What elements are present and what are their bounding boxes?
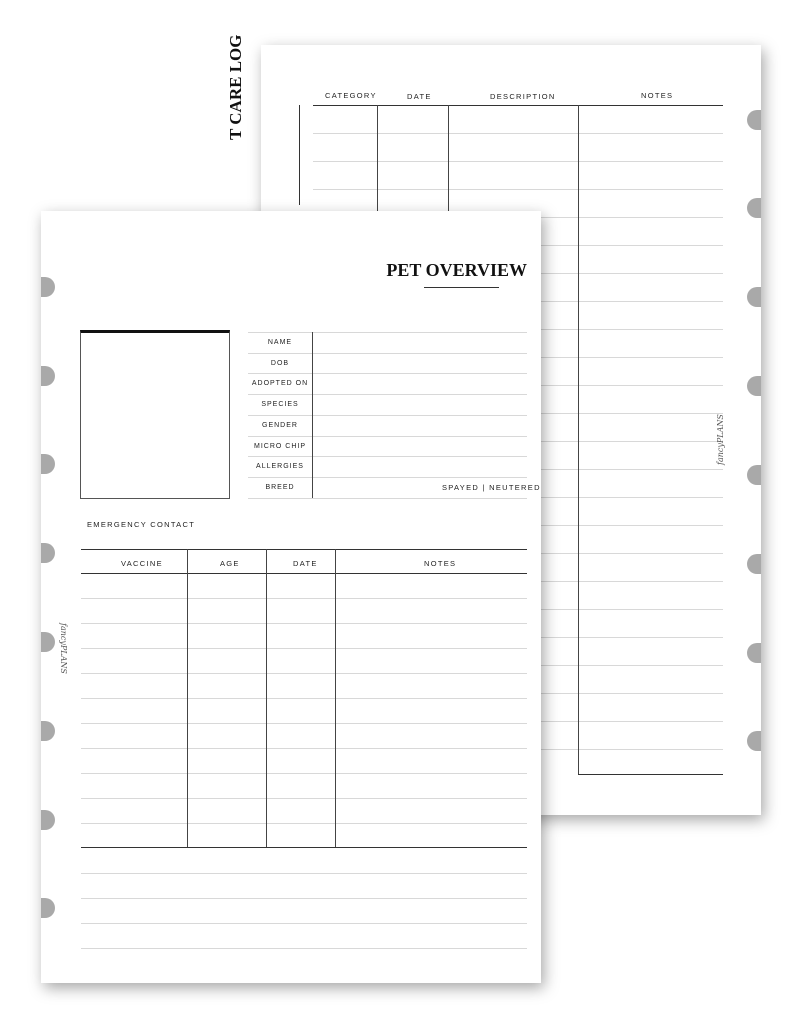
field-line <box>248 498 527 499</box>
pet-overview-page <box>41 211 541 983</box>
log-header-rule <box>313 105 723 106</box>
col-divider <box>578 105 579 775</box>
log-row-line <box>313 133 723 134</box>
disc-notch <box>747 110 761 130</box>
log-row-line <box>313 161 723 162</box>
note-line[interactable] <box>81 898 527 899</box>
field-row-allergies[interactable] <box>248 456 527 477</box>
note-line[interactable] <box>81 873 527 874</box>
vaccine-row-line <box>81 748 527 749</box>
disc-notch <box>41 632 55 652</box>
vaccine-row-line <box>81 673 527 674</box>
col-header-notes: NOTES <box>424 559 457 568</box>
field-row-species[interactable] <box>248 394 527 415</box>
photo-box[interactable] <box>80 330 230 499</box>
vaccine-header-rule <box>81 573 527 574</box>
vaccine-row-line <box>81 798 527 799</box>
field-divider <box>312 332 313 498</box>
vaccine-bottom-rule <box>81 847 527 848</box>
field-label: NAME <box>267 339 293 346</box>
disc-notch <box>41 543 55 563</box>
disc-notch <box>41 898 55 918</box>
col-header-description: DESCRIPTION <box>490 92 556 101</box>
vaccine-row-line <box>81 773 527 774</box>
disc-notch <box>747 287 761 307</box>
title-underline <box>424 287 499 288</box>
field-row-dob[interactable] <box>248 353 527 374</box>
vaccine-row-line <box>81 598 527 599</box>
disc-notch <box>41 277 55 297</box>
disc-notch <box>747 198 761 218</box>
vaccine-row-line <box>81 698 527 699</box>
disc-notch <box>41 366 55 386</box>
title-underline <box>299 105 300 205</box>
col-divider <box>266 549 267 847</box>
brand-logo: fancyPLANS <box>59 623 68 674</box>
field-label: SPECIES <box>261 401 299 409</box>
vaccine-top-rule <box>81 549 527 550</box>
col-header-age: AGE <box>220 559 240 568</box>
vaccine-row-line <box>81 648 527 649</box>
field-label: BREED <box>265 483 295 491</box>
field-label: GENDER <box>262 421 298 429</box>
care-log-title: T CARE LOG <box>226 34 245 140</box>
note-line[interactable] <box>81 923 527 924</box>
disc-notch <box>41 721 55 741</box>
disc-notch <box>747 554 761 574</box>
col-divider <box>377 105 378 215</box>
col-header-category: CATEGORY <box>325 91 377 100</box>
col-divider <box>187 549 188 847</box>
field-label: ALLERGIES <box>256 463 304 471</box>
field-row-name[interactable] <box>248 332 527 353</box>
note-line[interactable] <box>81 948 527 949</box>
vaccine-row-line <box>81 823 527 824</box>
disc-notch <box>41 810 55 830</box>
log-row-line <box>313 189 723 190</box>
disc-notch <box>747 643 761 663</box>
col-header-date: DATE <box>293 559 318 568</box>
disc-notch <box>747 376 761 396</box>
col-divider <box>335 549 336 847</box>
disc-notch <box>747 465 761 485</box>
col-divider <box>448 105 449 215</box>
field-label: MICRO CHIP <box>254 442 306 450</box>
vaccine-row-line <box>81 723 527 724</box>
disc-notch <box>41 454 55 474</box>
emergency-contact-label: EMERGENCY CONTACT <box>87 520 196 529</box>
field-row-micro-chip[interactable] <box>248 436 527 457</box>
col-header-vaccine: VACCINE <box>121 559 163 568</box>
brand-logo: fancyPLANS <box>716 414 725 465</box>
breed-options: SPAYED | NEUTERED <box>442 483 541 492</box>
log-bottom-rule <box>578 774 723 775</box>
field-label: ADOPTED ON <box>251 380 309 388</box>
field-label: DOB <box>270 359 290 367</box>
field-row-adopted-on[interactable] <box>248 373 527 394</box>
disc-notch <box>747 731 761 751</box>
field-row-gender[interactable] <box>248 415 527 436</box>
page-title: PET OVERVIEW <box>386 260 527 280</box>
col-header-notes: NOTES <box>641 91 674 100</box>
vaccine-row-line <box>81 623 527 624</box>
col-header-date: DATE <box>407 92 432 101</box>
